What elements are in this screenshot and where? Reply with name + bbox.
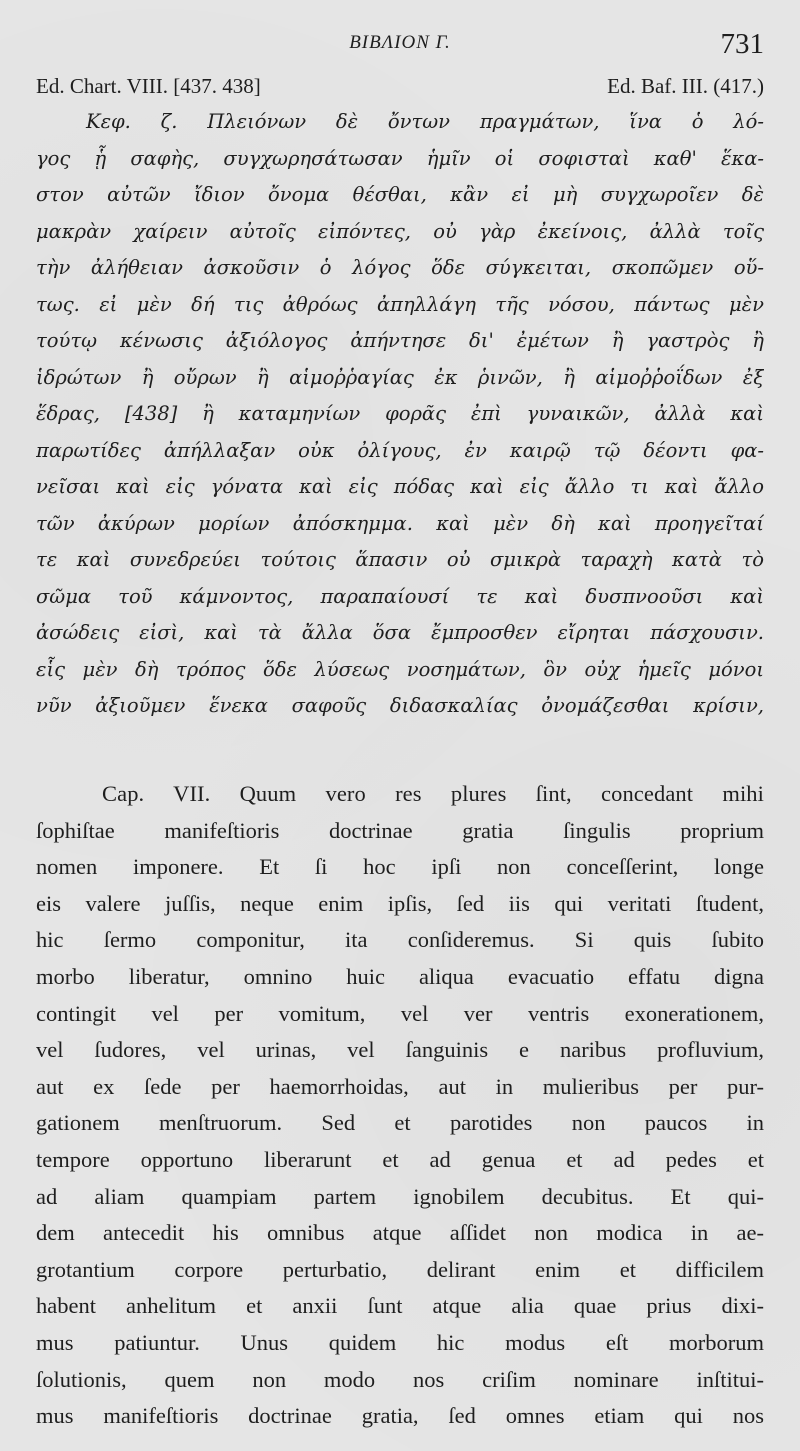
running-head bbox=[0, 28, 800, 60]
greek-line: παρωτίδες ἀπήλλαξαν οὐκ ὀλίγους, ἐν καιρῷ τῷ δέοντι φα- bbox=[36, 438, 764, 462]
greek-line: ἕδρας, [438] ἢ καταμηνίων φορᾶς ἐπὶ γυναικῶν, ἀλλὰ καὶ bbox=[36, 402, 764, 425]
greek-line: τε καὶ συνεδρεύει τούτοις ἅπασιν οὐ σμικρὰ ταραχὴ κατὰ τὸ bbox=[36, 548, 764, 571]
page-number: 731 bbox=[720, 28, 764, 60]
greek-line: τως. εἰ μὲν δή τις ἀθρόως ἀπηλλάγη τῆς νόσου, πάντως μὲν bbox=[36, 292, 764, 316]
edition-chartier: Ed. Chart. VIII. [437. 438] bbox=[36, 74, 261, 98]
latin-line: tempore opportuno liberarunt et ad genua et ad pedes et bbox=[36, 1146, 764, 1172]
greek-line: τῶν ἀκύρων μορίων ἀπόσκημμα. καὶ μὲν δὴ καὶ προηγεῖταί bbox=[36, 511, 764, 535]
latin-line: ſolutionis, quem non modo nos criſim nominare inſtitui- bbox=[36, 1366, 764, 1392]
greek-line: Κεφ. ζ. Πλειόνων δὲ ὄντων πραγμάτων, ἵνα ὁ λό- bbox=[86, 110, 764, 133]
latin-line: hic ſermo componitur, ita conſideremus. Si quis ſubito bbox=[36, 927, 764, 953]
greek-line: στον αὐτῶν ἴδιον ὄνομα θέσθαι, κἂν εἰ μὴ συγχωροῖεν δὲ bbox=[36, 183, 764, 206]
latin-line: eis valere juſſis, neque enim ipſis, ſed iis qui veritati ſtudent, bbox=[36, 890, 764, 916]
greek-text-block bbox=[36, 104, 764, 725]
greek-line: τούτῳ κένωσις ἀξιόλογος ἀπήντησε δι' ἐμέτων ἢ γαστρὸς ἢ bbox=[36, 329, 764, 352]
latin-line: dem antecedit his omnibus atque aſſidet non modica in ae- bbox=[36, 1220, 764, 1246]
greek-line: ἀσώδεις εἰσὶ, καὶ τὰ ἄλλα ὅσα ἔμπροσθεν εἴρηται πάσχουσιν. bbox=[36, 621, 764, 644]
latin-line: nomen imponere. Et ſi hoc ipſi non conceſſerint, longe bbox=[36, 854, 764, 880]
greek-line: εἷς μὲν δὴ τρόπος ὅδε λύσεως νοσημάτων, ὃν οὐχ ἡμεῖς μόνοι bbox=[36, 657, 764, 681]
greek-line: σῶμα τοῦ κάμνοντος, παραπαίουσί τε καὶ δυσπνοοῦσι καὶ bbox=[36, 584, 764, 608]
latin-line: ſophiſtae manifeſtioris doctrinae gratia ſingulis proprium bbox=[36, 817, 764, 843]
latin-line: contingit vel per vomitum, vel ver ventris exonerationem, bbox=[36, 1000, 764, 1026]
latin-line: aut ex ſede per haemorrhoidas, aut in mulieribus per pur- bbox=[36, 1073, 764, 1099]
greek-line: μακρὰν χαίρειν αὐτοῖς εἰπόντες, οὐ γὰρ ἐκείνοις, ἀλλὰ τοῖς bbox=[36, 219, 764, 243]
greek-line: νεῖσαι καὶ εἰς γόνατα καὶ εἰς πόδας καὶ εἰς ἄλλο τι καὶ ἄλλο bbox=[36, 475, 764, 498]
latin-line: habent anhelitum et anxii ſunt atque alia quae prius dixi- bbox=[36, 1293, 764, 1319]
latin-line: mus manifeſtioris doctrinae gratia, ſed omnes etiam qui nos bbox=[36, 1403, 764, 1429]
edition-line bbox=[36, 74, 764, 102]
greek-line: τὴν ἀλήθειαν ἀσκοῦσιν ὁ λόγος ὅδε σύγκειται, σκοπῶμεν οὕ- bbox=[36, 256, 764, 279]
greek-line: γος ᾗ σαφὴς, συγχωρησάτωσαν ἡμῖν οἱ σοφισταὶ καθ' ἕκα- bbox=[36, 146, 764, 170]
latin-text-block bbox=[36, 776, 764, 1435]
greek-line: ἱδρώτων ἢ οὔρων ἢ αἱμοῤῥαγίας ἐκ ῥινῶν, ἢ αἱμοῤῥοΐδων ἐξ bbox=[36, 365, 764, 389]
latin-line: morbo liberatur, omnino huic aliqua evacuatio effatu digna bbox=[36, 963, 764, 989]
edition-basel: Ed. Baf. III. (417.) bbox=[607, 74, 764, 98]
greek-line: νῦν ἀξιοῦμεν ἕνεκα σαφοῦς διδασκαλίας ὀνομάζεσθαι κρίσιν, bbox=[36, 694, 764, 717]
latin-line: grotantium corpore perturbatio, delirant enim et difficilem bbox=[36, 1256, 764, 1282]
latin-line: gationem menſtruorum. Sed et parotides non paucos in bbox=[36, 1110, 764, 1136]
latin-line: vel ſudores, vel urinas, vel ſanguinis e naribus profluvium, bbox=[36, 1037, 764, 1063]
running-title: ΒΙΒΛΙΟΝ Γ. bbox=[349, 32, 451, 53]
latin-line: Cap. VII. Quum vero res plures ſint, concedant mihi bbox=[102, 781, 764, 806]
latin-line: ad aliam quampiam partem ignobilem decubitus. Et qui- bbox=[36, 1183, 764, 1209]
latin-line: mus patiuntur. Unus quidem hic modus eſt morborum bbox=[36, 1329, 764, 1355]
